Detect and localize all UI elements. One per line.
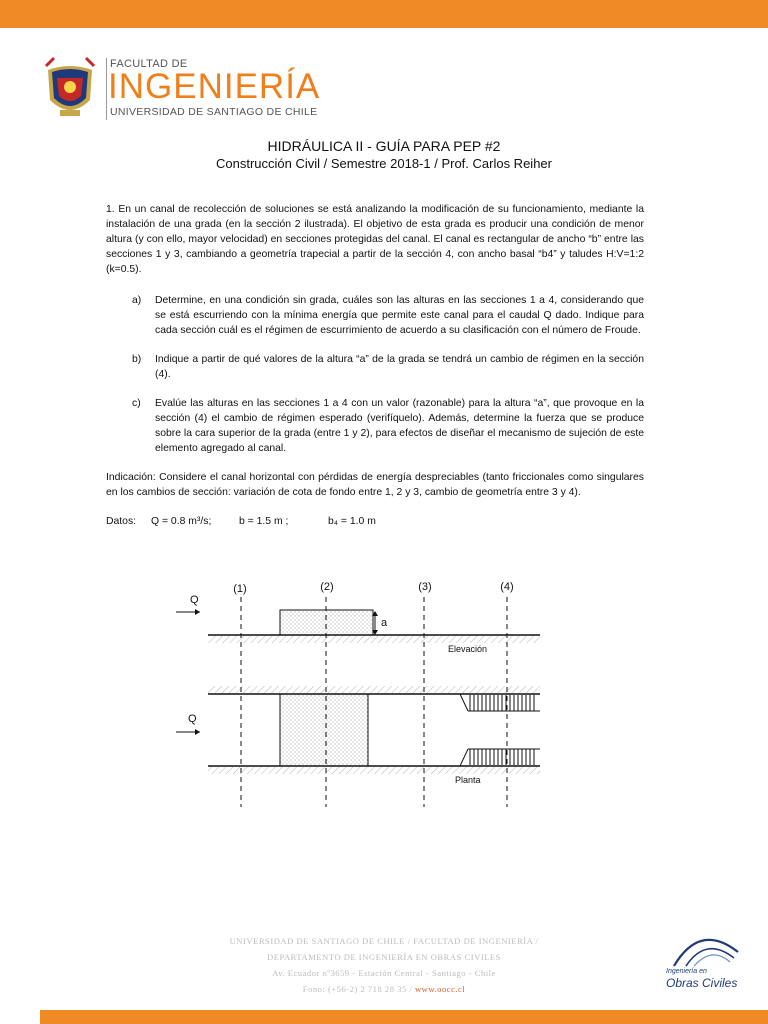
item-b-text: Indique a partir de qué valores de la altura “a” de la grada se tendrá un cambio de régimen en la sección (4). <box>155 354 644 380</box>
faculty-name: INGENIERÍA <box>108 67 321 106</box>
section-4-label: (4) <box>500 581 514 593</box>
top-accent-bar <box>0 0 768 28</box>
item-a-text: Determine, en una condición sin grada, cuáles son las alturas en las secciones 1 a 4, considerando que se está escurriendo con la mínima energía que permite este canal para el caudal Q dado. Indique para cada sección cuál es el régimen de escurrimiento de acuerdo a su clasificación con el número de Froude. <box>155 295 644 336</box>
item-c-letter: c) <box>132 398 141 409</box>
section-2-label: (2) <box>320 581 334 593</box>
footer-phone: Fono: (+56-2) 2 718 28 35 / <box>302 984 415 994</box>
header-divider <box>106 58 107 120</box>
slope-hatch-bottom <box>470 749 534 765</box>
plan-flow-label: Q <box>188 713 197 725</box>
indication-note: Indicación: Considere el canal horizontal con pérdidas de energía despreciables (tanto friccionales como singulares en los cambios de sección: variación de cota de fondo entre 1, 2 y 3, cambio de geometría entre 3 y 4). <box>106 472 644 498</box>
faculty-label: FACULTAD DE <box>110 58 188 70</box>
channel-diagram <box>170 575 550 810</box>
step-height-label: a <box>381 617 388 629</box>
plan-caption: Planta <box>455 775 481 785</box>
bottom-accent-bar <box>40 1010 768 1024</box>
footer-department: DEPARTAMENTO DE INGENIERÍA EN OBRAS CIVILES <box>267 952 501 962</box>
document-title: HIDRÁULICA II - GUÍA PARA PEP #2 <box>267 138 501 154</box>
datos-flow: Q = 0.8 m³/s; <box>151 516 212 527</box>
document-subtitle: Construcción Civil / Semestre 2018-1 / Prof. Carlos Reiher <box>216 156 552 171</box>
section-1-label: (1) <box>233 583 247 595</box>
datos-base-width: b₄ = 1.0 m <box>328 516 376 527</box>
footer-website-link[interactable]: www.oocc.cl <box>414 984 466 994</box>
datos-label: Datos: <box>106 516 137 527</box>
footer-address: Av. Ecuador nº3659 - Estación Central - Santiago - Chile <box>272 968 496 978</box>
faculty-header <box>44 56 324 126</box>
elevation-caption: Elevación <box>448 644 488 654</box>
item-b-letter: b) <box>132 354 142 365</box>
section-3-label: (3) <box>418 581 432 593</box>
footer-university: UNIVERSIDAD DE SANTIAGO DE CHILE / FACULTAD DE INGENIERÍA / <box>229 936 539 946</box>
problem-statement: 1. En un canal de recolección de soluciones se está analizando la modificación de su funcionamiento, mediante la instalación de una grada (en la sección 2 ilustrada). El objetivo de esta grada es producir una condición de menor altura (y con ello, mayor velocidad) en secciones protegidas del canal. El canal es rectangular de ancho “b” entre las secciones 1 y 3, cambiando a geometría trapecial a partir de la sección 4, con ancho basal “b4” y taludes H:V=1:2 (k=0.5). <box>106 204 644 275</box>
slope-hatch-top <box>470 695 534 711</box>
university-name: UNIVERSIDAD DE SANTIAGO DE CHILE <box>110 106 318 118</box>
plan-step-zone <box>280 694 368 766</box>
step-block <box>280 610 373 635</box>
item-a-letter: a) <box>132 295 142 306</box>
item-c-text: Evalúe las alturas en las secciones 1 a 4 con un valor (razonable) para la altura “a”, que provoque en la sección (4) el cambio de régimen esperado (verifíquelo). Además, determine la fuerza que se produce sobre la cara superior de la grada (entre 1 y 2), para efectos de diseñar el mecanismo de sujeción de este elemento agregado al canal. <box>155 398 644 454</box>
footer-contact <box>0 981 768 997</box>
logo-small-text: Ingeniería en <box>666 968 707 975</box>
elevation-flow-label: Q <box>190 594 199 606</box>
university-crest-icon <box>44 56 96 122</box>
datos-width: b = 1.5 m ; <box>239 516 289 527</box>
logo-big-text: Obras Civiles <box>666 976 738 990</box>
